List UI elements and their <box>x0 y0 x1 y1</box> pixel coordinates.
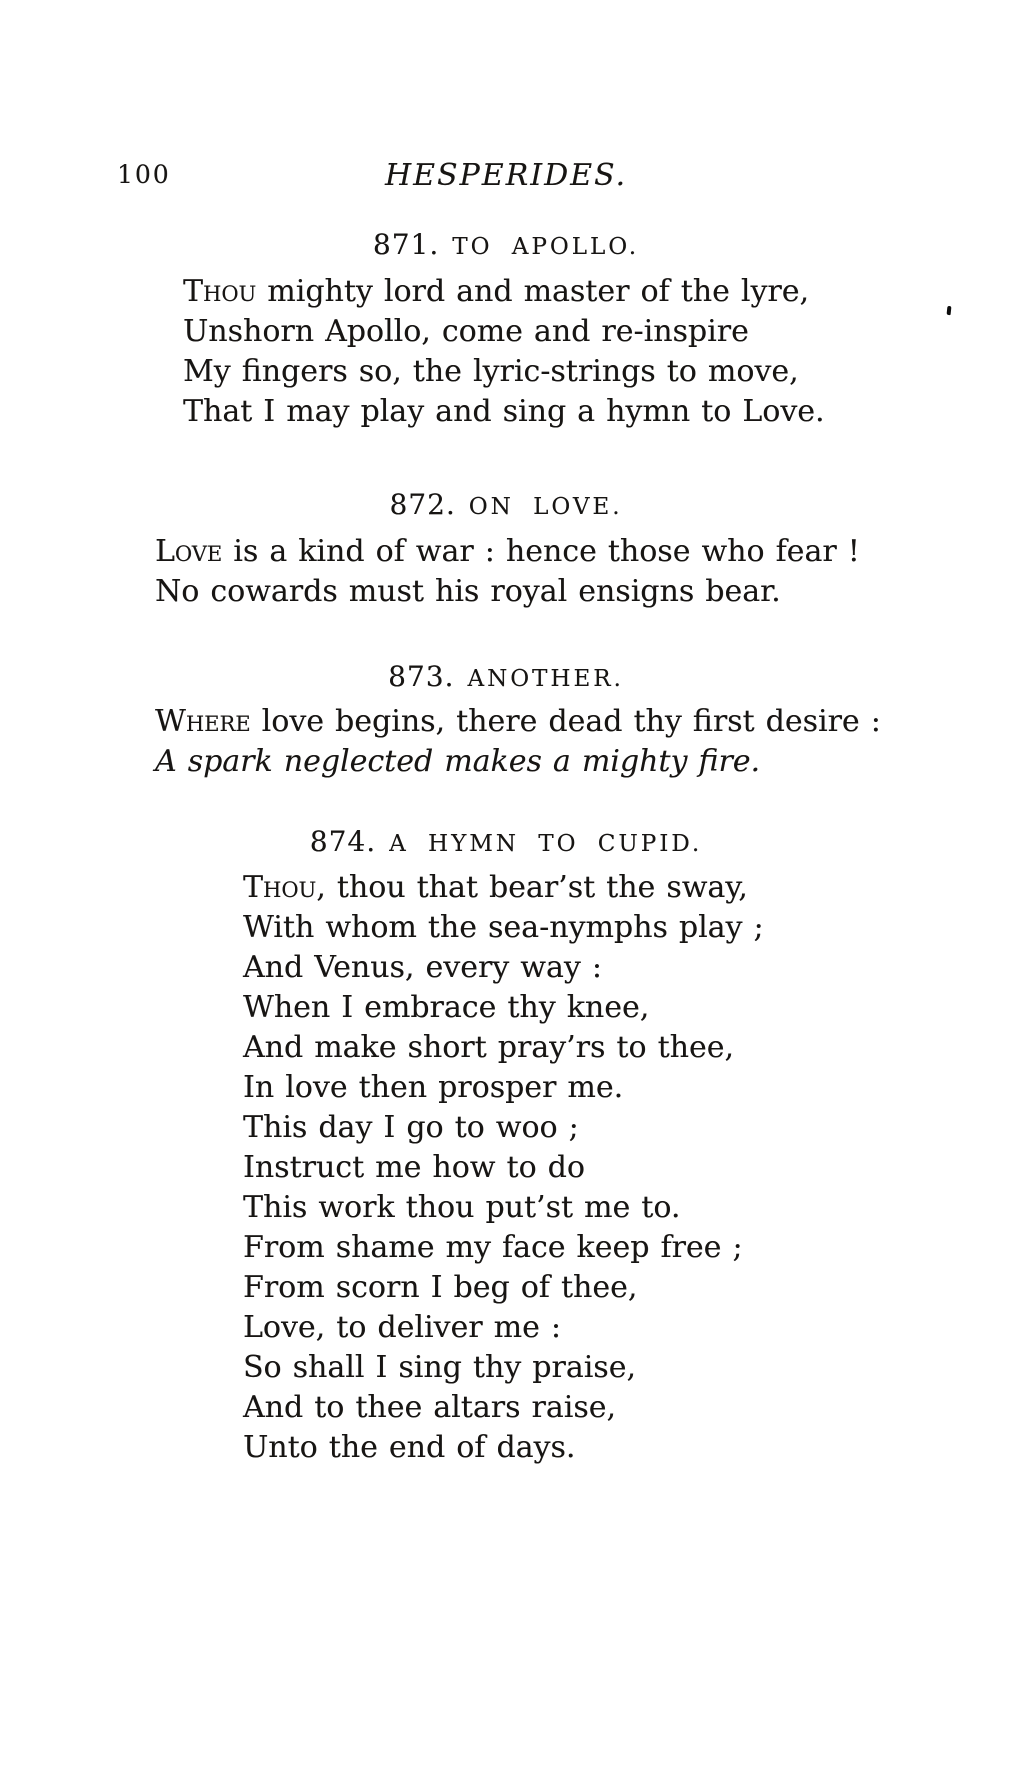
poem-line: This day I go to woo ; <box>243 1110 579 1145</box>
poem-title: ANOTHER. <box>467 666 624 692</box>
poem-number: 874. <box>309 825 377 858</box>
poem-title: TO APOLLO. <box>452 234 640 260</box>
lead-word: Love <box>155 534 223 569</box>
poem-line-italic: A spark neglected makes a mighty fire. <box>155 744 761 779</box>
poem-line <box>155 532 860 572</box>
poem-line: From scorn I beg of thee, <box>243 1270 638 1305</box>
page-number: 100 <box>117 160 171 189</box>
poem-title: ON LOVE. <box>468 494 623 520</box>
poem-874-heading <box>0 825 1012 863</box>
poem-line: When I embrace thy knee, <box>243 990 650 1025</box>
scan-artifact-mark <box>947 306 952 315</box>
poem-line <box>155 702 881 742</box>
poem-line: Love, to deliver me : <box>243 1310 561 1345</box>
lead-word: Thou <box>243 870 317 905</box>
poem-line: That I may play and sing a hymn to Love. <box>183 394 825 429</box>
poem-title: A HYMN TO CUPID. <box>389 831 703 857</box>
lead-word: Where <box>155 704 251 739</box>
poem-line: So shall I sing thy praise, <box>243 1350 636 1385</box>
poem-number: 871. <box>372 228 440 261</box>
poem-line: From shame my face keep free ; <box>243 1230 743 1265</box>
poem-line <box>183 272 825 312</box>
poem-line: Instruct me how to do <box>243 1150 585 1185</box>
poem-line: No cowards must his royal ensigns bear. <box>155 574 781 609</box>
poem-871-heading <box>0 228 1012 266</box>
poem-872-heading <box>0 488 1012 526</box>
poem-line: Unshorn Apollo, come and re-inspire <box>183 314 749 349</box>
line-text: love begins, there dead thy first desire : <box>250 704 881 739</box>
poem-873-body <box>155 702 881 782</box>
poem-line: With whom the sea-nymphs play ; <box>243 910 764 945</box>
poem-line: And Venus, every way : <box>243 950 602 985</box>
poem-line: In love then prosper me. <box>243 1070 624 1105</box>
poem-line: Unto the end of days. <box>243 1430 576 1465</box>
poem-873-heading <box>0 660 1012 698</box>
poem-line: And make short pray’rs to thee, <box>243 1030 735 1065</box>
poem-871-body <box>183 272 825 432</box>
poem-number: 873. <box>388 660 455 693</box>
poem-874-body <box>243 868 764 1468</box>
poem-line <box>243 868 764 908</box>
poem-line: This work thou put’st me to. <box>243 1190 681 1225</box>
line-text: , thou that bear’st the sway, <box>316 870 748 905</box>
running-title: HESPERIDES. <box>384 158 628 193</box>
lead-word: Thou <box>183 274 257 309</box>
poem-line: And to thee altars raise, <box>243 1390 617 1425</box>
poem-872-body <box>155 532 860 612</box>
poem-number: 872. <box>389 488 456 521</box>
line-text: mighty lord and master of the lyre, <box>256 274 810 309</box>
line-text: is a kind of war : hence those who fear ! <box>222 534 860 569</box>
poem-line: My fingers so, the lyric-strings to move, <box>183 354 799 389</box>
